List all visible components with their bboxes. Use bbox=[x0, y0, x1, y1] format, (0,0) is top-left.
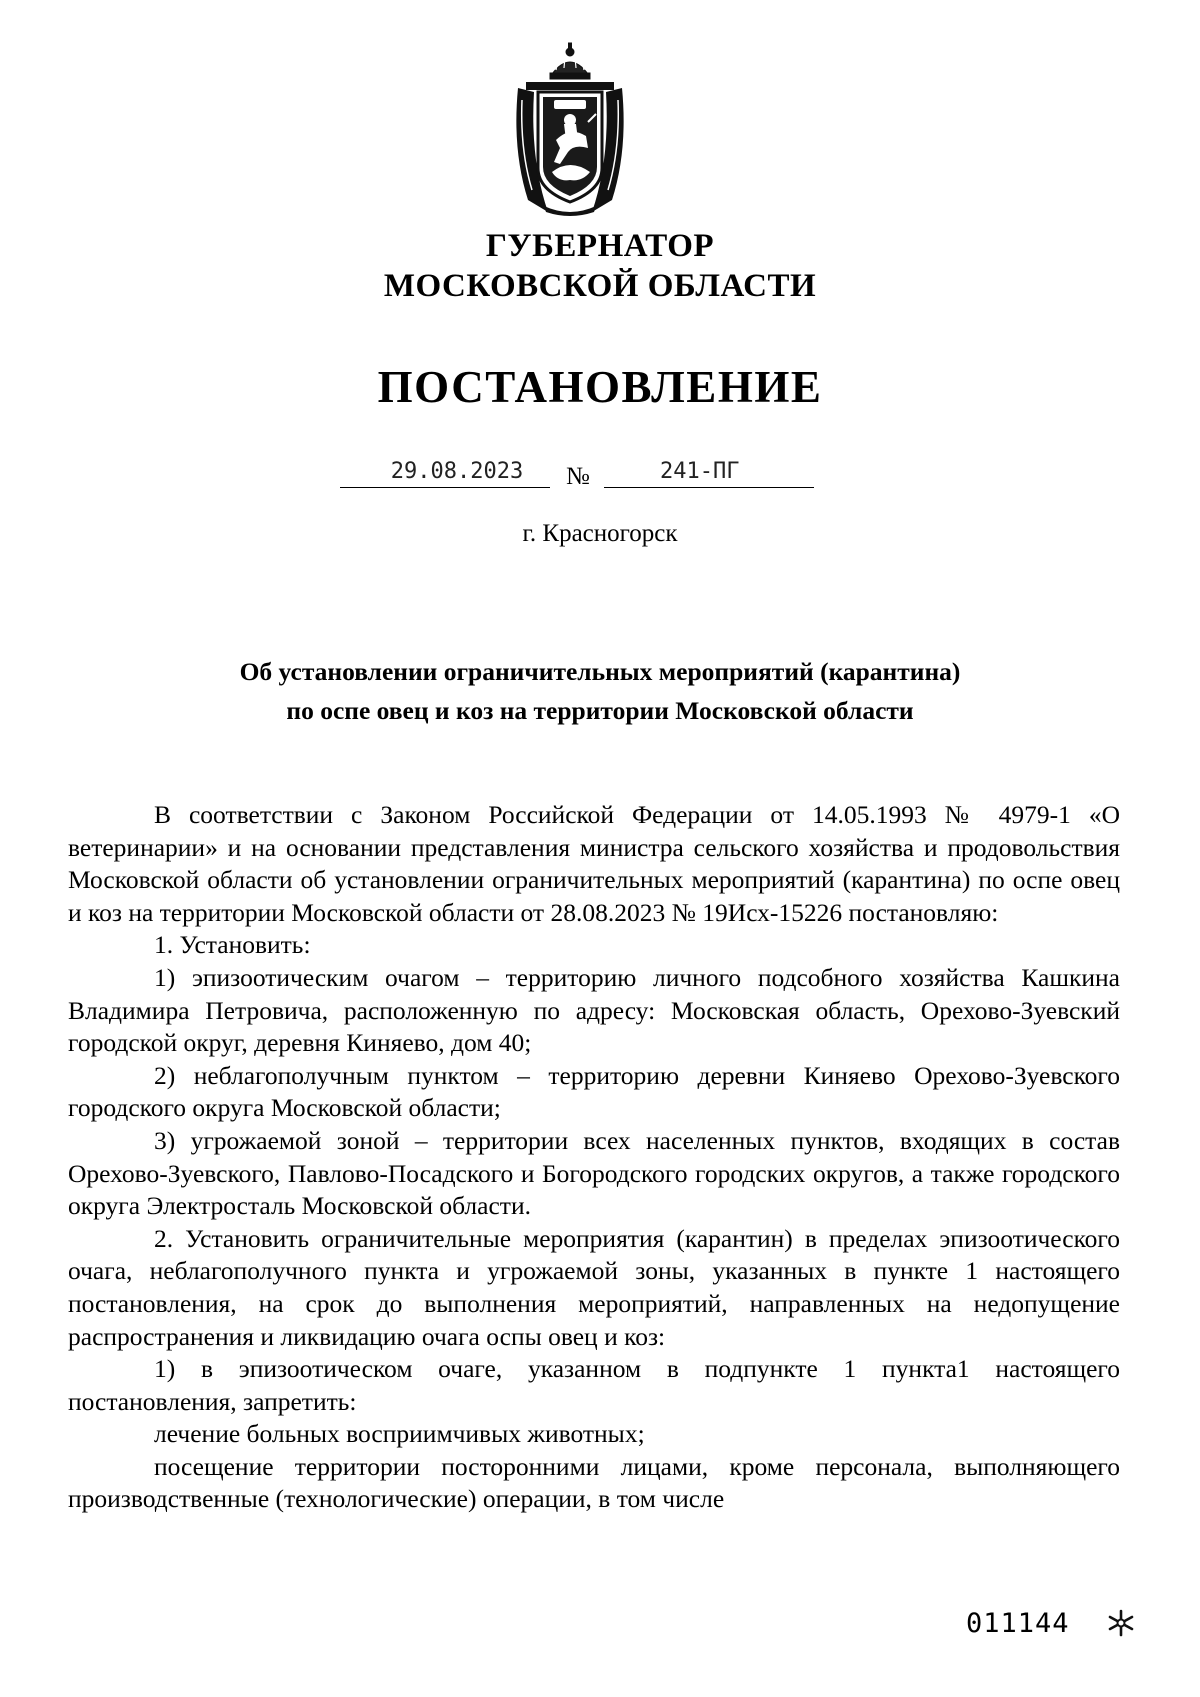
coat-of-arms-icon bbox=[508, 40, 632, 218]
body-paragraph-preamble: В соответствии с Законом Российской Федерации от 14.05.1993 № 4979-1 «О ветеринарии» и на основании представления министра сельского хозяйства и продовольствия Московской области об установлении ограничительных мероприятий (карантина) по оспе овец и коз на территории Московской области от 28.08.2023 № 19Исх-15226 постановляю: bbox=[68, 800, 1120, 927]
document-subject bbox=[0, 652, 1200, 730]
document-body bbox=[68, 799, 1120, 1516]
form-serial-number: 011144 bbox=[966, 1608, 1070, 1639]
issuer-title-line-2: МОСКОВСКОЙ ОБЛАСТИ bbox=[383, 268, 817, 304]
issuer-title-line-1: ГУБЕРНАТОР bbox=[485, 228, 715, 264]
body-paragraph-item-2: 2. Установить ограничительные мероприятия (карантин) в пределах эпизоотического очага, неблагополучного пункта и угрожаемой зоны, указанных в пункте 1 настоящего постановления, на срок до выполнения мероприятий, направленных на недопущение распространения и ликвидацию очага оспы овец и коз: bbox=[68, 1223, 1120, 1351]
body-paragraph-item-1: 1. Установить: bbox=[154, 930, 311, 960]
body-paragraph-item-1-2: 2) неблагополучным пунктом – территорию деревни Киняево Орехово-Зуевского городского округа Московской области; bbox=[68, 1060, 1120, 1123]
subject-line-2: по оспе овец и коз на территории Московской области bbox=[286, 696, 914, 725]
document-date: 29.08.2023 bbox=[340, 456, 550, 488]
number-sign-label: № bbox=[566, 463, 590, 490]
subject-line-1: Об установлении ограничительных мероприятий (карантина) bbox=[239, 657, 961, 686]
asterisk-mark-icon bbox=[1106, 1608, 1136, 1638]
issue-city: г. Красногорск bbox=[522, 520, 678, 547]
body-paragraph-item-1-3: 3) угрожаемой зоной – территории всех населенных пунктов, входящих в состав Орехово-Зуевского, Павлово-Посадского и Богородского городских округов, а также городского округа Электросталь Московской области. bbox=[68, 1125, 1120, 1221]
body-paragraph-item-2-1-a: лечение больных восприимчивых животных; bbox=[154, 1419, 645, 1449]
body-paragraph-item-2-1: 1) в эпизоотическом очаге, указанном в подпункте 1 пункта1 настоящего постановления, запретить: bbox=[68, 1354, 1120, 1416]
body-paragraph-item-1-1: 1) эпизоотическим очагом – территорию личного подсобного хозяйства Кашкина Владимира Петровича, расположенную по адресу: Московская область, Орехово-Зуевский городской округ, деревня Киняево, дом 40; bbox=[68, 962, 1120, 1058]
document-type-title: ПОСТАНОВЛЕНИЕ bbox=[377, 362, 823, 412]
body-paragraph-item-2-1-b: посещение территории посторонними лицами, кроме персонала, выполняющего производственные (технологические) операции, в том числе bbox=[68, 1451, 1120, 1514]
document-number: 241-ПГ bbox=[604, 456, 814, 488]
